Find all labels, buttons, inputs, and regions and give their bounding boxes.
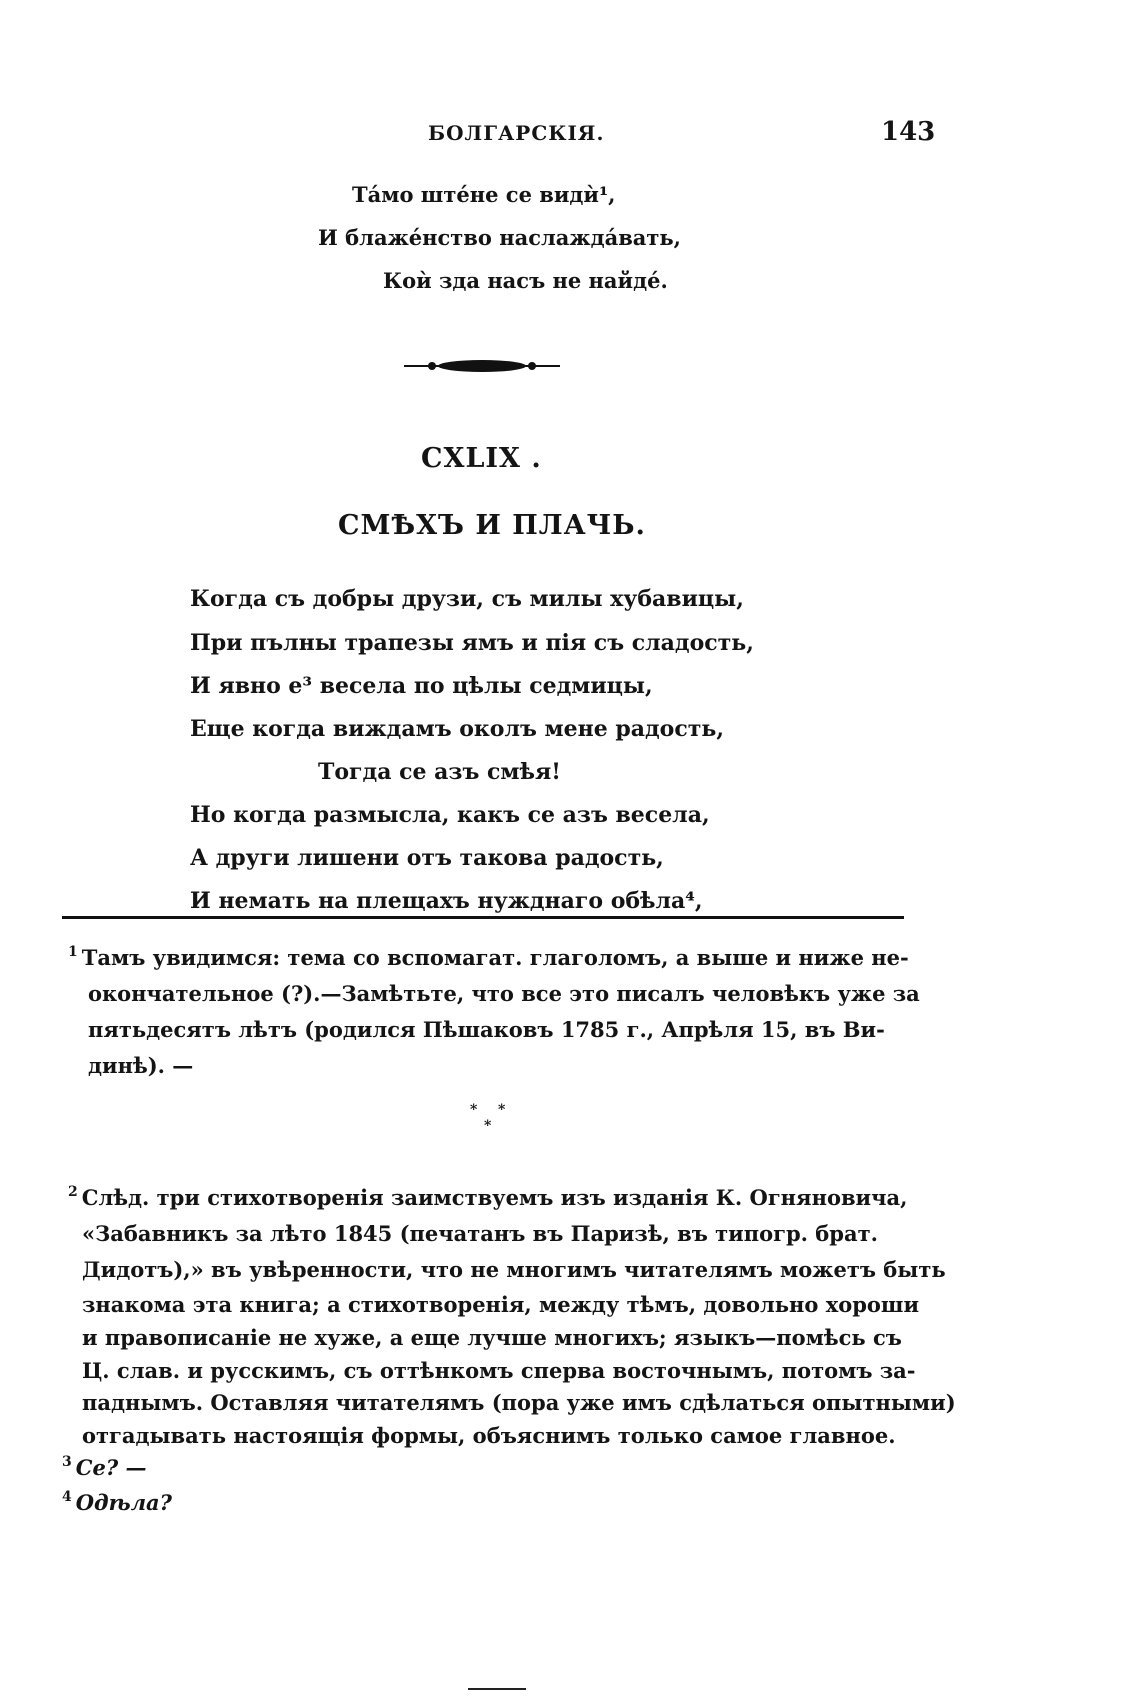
verse-line: И блажéнство наслаждáвать,: [318, 225, 681, 250]
poem-title: СМѢХЪ И ПЛАЧЬ.: [338, 510, 646, 541]
footnote-line: динѣ). —: [88, 1053, 194, 1078]
section-number: CXLIX .: [421, 443, 542, 474]
footnote-line: и правописаніе не хуже, а еще лучше многихъ; языкъ—помѣсь съ: [82, 1325, 902, 1350]
footnote-4: [62, 1490, 172, 1515]
poem-line: А други лишени отъ такова радость,: [190, 845, 664, 871]
poem-line: И явно е³ весела по цѣлы седмицы,: [190, 673, 653, 699]
footnote-line: отгадывать настоящія формы, объяснимъ только самое главное.: [82, 1423, 896, 1448]
footnote-mark: 3: [62, 1454, 72, 1470]
svg-text:*: *: [470, 1102, 478, 1118]
poem-line: Еще когда виждамъ околъ мене радость,: [190, 716, 724, 742]
footnote-mark: 2: [68, 1184, 78, 1200]
footnote-line: знакома эта книга; а стихотворенія, между тѣмъ, довольно хороши: [82, 1292, 920, 1317]
footnote-3: [62, 1455, 146, 1480]
ornament-divider-icon: [402, 354, 562, 378]
footnote-line: «Забавникъ за лѣто 1845 (печатанъ въ Паризѣ, въ типогр. брат.: [82, 1221, 878, 1246]
footnote-text: Се? —: [75, 1455, 147, 1480]
verse-line: Тáмо штéне се видѝ¹,: [352, 182, 616, 207]
poem-line: И немать на плещахъ нужднаго обѣла⁴,: [190, 888, 703, 914]
page-number: 143: [881, 117, 936, 147]
footnote-line: Слѣд. три стихотворенія заимствуемъ изъ изданія К. Огняновича,: [81, 1185, 908, 1210]
footnote-text: Одѣла?: [75, 1490, 172, 1515]
footnote-mark: 1: [68, 944, 78, 960]
footnote-mark: 4: [62, 1489, 72, 1505]
svg-text:*: *: [484, 1118, 492, 1132]
bottom-rule: [468, 1688, 526, 1690]
svg-text:*: *: [498, 1102, 506, 1118]
footnote-line: окончательное (?).—Замѣтьте, что все это писалъ человѣкъ уже за: [88, 981, 920, 1006]
footnote-rule: [62, 916, 904, 919]
asterism-icon: [468, 1102, 508, 1132]
footnote-line: пятьдесятъ лѣтъ (родился Пѣшаковъ 1785 г., Апрѣля 15, въ Ви-: [88, 1017, 885, 1042]
running-header-title: БОЛГАРСКІЯ.: [428, 121, 605, 145]
poem-line: Когда съ добры друзи, съ милы хубавицы,: [190, 586, 744, 612]
footnote-line: Ц. слав. и русскимъ, съ оттѣнкомъ сперва восточнымъ, потомъ за-: [82, 1358, 916, 1383]
footnote-line: Дидотъ),» въ увѣренности, что не многимъ читателямъ можетъ быть: [82, 1257, 946, 1282]
poem-line: Тогда се азъ смѣя!: [318, 759, 561, 785]
poem-line: При пълны трапезы ямъ и пія съ сладость,: [190, 630, 754, 656]
verse-line: Коѝ зда насъ не найдé.: [383, 268, 668, 293]
footnote-line: паднымъ. Оставляя читателямъ (пора уже имъ сдѣлаться опытными): [82, 1390, 956, 1415]
footnote-line: Тамъ увидимся: тема со вспомагат. глаголомъ, а выше и ниже не-: [81, 945, 909, 970]
poem-line: Но когда размысла, какъ се азъ весела,: [190, 802, 710, 828]
